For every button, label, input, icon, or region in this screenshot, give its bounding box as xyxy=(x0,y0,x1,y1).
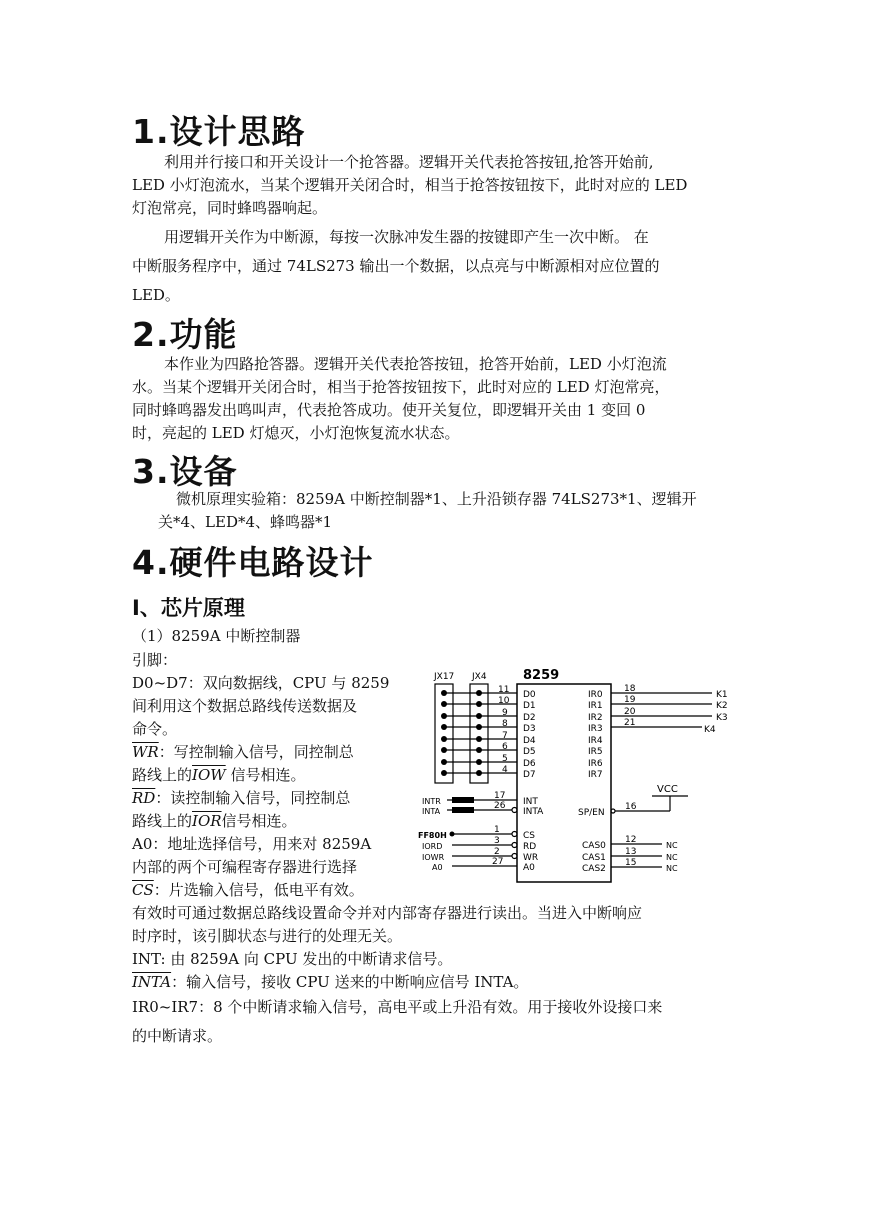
paragraph-line: 时，亮起的 LED 灯熄灭，小灯泡恢复流水状态。 xyxy=(132,424,460,442)
intr-label: INTR xyxy=(422,797,441,806)
cs-signal: $\overline{CS}$ xyxy=(132,881,154,899)
ir-num: 18 xyxy=(624,684,636,694)
section-title-hardware: 4.硬件电路设计 xyxy=(132,543,374,582)
pin-name: D0 xyxy=(523,690,536,700)
section-title-function: 2.功能 xyxy=(132,315,238,354)
pin-num: 10 xyxy=(498,696,510,706)
key-label: K2 xyxy=(716,701,728,711)
pin-desc-line: 内部的两个可编程寄存器进行选择 xyxy=(132,858,358,876)
pin-num: 2 xyxy=(494,847,500,857)
pin-num: 8 xyxy=(502,719,508,729)
pin-name: SP/EN xyxy=(578,808,605,818)
pin-desc-wr-cont xyxy=(132,766,305,784)
subsection-title: I、芯片原理 xyxy=(132,596,245,620)
pin-num: 27 xyxy=(492,857,504,867)
pin-num: 17 xyxy=(494,791,506,801)
paragraph-line: 本作业为四路抢答器。逻辑开关代表抢答按钮，抢答开始前，LED 小灯泡流 xyxy=(164,355,667,373)
pin-desc-line: IR0~IR7：8 个中断请求输入信号，高电平或上升沿有效。用于接收外设接口来 xyxy=(132,998,663,1016)
pin-name: A0 xyxy=(523,863,535,873)
ir-num: 21 xyxy=(624,718,636,728)
pin-desc-cs xyxy=(132,881,364,899)
pin-name: D4 xyxy=(523,736,536,746)
wr-signal: $\overline{WR}$ xyxy=(132,743,159,761)
pin-num: 9 xyxy=(502,708,508,718)
pin-num: 15 xyxy=(625,858,637,868)
ir-pin: IR4 xyxy=(588,736,603,746)
pin-desc-rd xyxy=(132,789,350,807)
section-title-equipment: 3.设备 xyxy=(132,452,238,491)
paragraph-line: LED 小灯泡流水，当某个逻辑开关闭合时，相当于抢答按钮按下，此时对应的 LED xyxy=(132,176,688,194)
pin-name: D5 xyxy=(523,747,536,757)
pin-num: 3 xyxy=(494,836,500,846)
section-title-design: 1.设计思路 xyxy=(132,112,306,151)
nc-label: NC xyxy=(666,841,678,850)
paragraph-line: 水。当某个逻辑开关闭合时，相当于抢答按钮按下，此时对应的 LED 灯泡常亮， xyxy=(132,378,670,396)
vcc-label: VCC xyxy=(657,784,678,795)
pin-desc-text: 信号相连。 xyxy=(221,812,297,830)
pin-desc-line: INT: 由 8259A 向 CPU 发出的中断请求信号。 xyxy=(132,950,453,968)
pin-desc-rd-cont xyxy=(132,812,297,830)
pin-desc-line: 的中断请求。 xyxy=(132,1027,223,1045)
pin-desc-line: D0~D7：双向数据线，CPU 与 8259 xyxy=(132,674,390,692)
pin-desc-text: 信号相连。 xyxy=(230,766,306,784)
ir-num: 20 xyxy=(624,707,636,717)
paragraph-line: 关*4、LED*4、蜂鸣器*1 xyxy=(158,513,333,531)
iord-label: IORD xyxy=(422,842,443,851)
key-label: K4 xyxy=(704,725,716,735)
pin-name: D1 xyxy=(523,701,536,711)
nc-label: NC xyxy=(666,864,678,873)
paragraph-line: 灯泡常亮，同时蜂鸣器响起。 xyxy=(132,199,328,217)
pin-num: 1 xyxy=(494,825,500,835)
ir-pin: IR6 xyxy=(588,759,603,769)
pin-desc-wr xyxy=(132,743,354,761)
paragraph-line: LED。 xyxy=(132,286,180,304)
pin-desc-text: 路线上的 xyxy=(132,766,193,784)
pin-name: D6 xyxy=(523,759,536,769)
paragraph-line: 用逻辑开关作为中断源，每按一次脉冲发生器的按键即产生一次中断。 在 xyxy=(164,228,649,246)
pin-num: 12 xyxy=(625,835,637,845)
pin-name: D7 xyxy=(523,770,536,780)
pin-desc-text: ：输入信号，接收 CPU 送来的中断响应信号 INTA。 xyxy=(171,973,529,991)
inta-label: INTA xyxy=(422,807,441,816)
pin-desc-line: 间利用这个数据总路线传送数据及 xyxy=(132,697,358,715)
ir-pin: IR1 xyxy=(588,701,603,711)
pin-name: CS xyxy=(523,831,535,841)
iowr-label: IOWR xyxy=(422,853,445,862)
ir-num: 19 xyxy=(624,695,636,705)
iow-signal: $\overline{IOW}$ xyxy=(192,766,226,784)
pin-name: RD xyxy=(523,842,537,852)
paragraph-line: 同时蜂鸣器发出鸣叫声，代表抢答成功。使开关复位，即逻辑开关由 1 变回 0 xyxy=(132,401,646,419)
pin-num: 16 xyxy=(625,802,637,812)
circuit-diagram xyxy=(412,664,742,886)
pin-num: 6 xyxy=(502,742,508,752)
pin-num: 7 xyxy=(502,731,508,741)
pin-name: CAS2 xyxy=(582,864,606,874)
pin-name: INT xyxy=(523,797,538,807)
paragraph-line: 利用并行接口和开关设计一个抢答器。逻辑开关代表抢答按钮,抢答开始前, xyxy=(164,153,654,171)
pin-name: CAS0 xyxy=(582,841,606,851)
pin-num: 13 xyxy=(625,847,637,857)
ir-pin: IR3 xyxy=(588,724,603,734)
pin-desc-text: ：读控制输入信号，同控制总 xyxy=(155,789,351,807)
pin-name: CAS1 xyxy=(582,853,606,863)
paragraph-line: 中断服务程序中，通过 74LS273 输出一个数据，以点亮与中断源相对应位置的 xyxy=(132,257,660,275)
jx4-label: JX4 xyxy=(472,672,487,682)
pin-desc-text: ：片选输入信号，低电平有效。 xyxy=(153,881,364,899)
ir-pin: IR0 xyxy=(588,690,603,700)
pin-num: 4 xyxy=(502,765,508,775)
a0-label: A0 xyxy=(432,863,443,872)
ir-pin: IR2 xyxy=(588,713,603,723)
pin-desc-text: 路线上的 xyxy=(132,812,193,830)
key-label: K3 xyxy=(716,713,728,723)
ff80h-label: FF80H xyxy=(418,831,447,840)
pin-num: 11 xyxy=(498,685,510,695)
pins-label: 引脚： xyxy=(132,651,178,669)
chip-name: 8259 xyxy=(523,668,560,683)
jx17-label: JX17 xyxy=(434,672,455,682)
rd-signal: $\overline{RD}$ xyxy=(132,789,156,807)
ir-pin: IR5 xyxy=(588,747,603,757)
inta-signal: INTA xyxy=(132,973,172,991)
pin-desc-line: 命令。 xyxy=(132,720,178,738)
ior-signal: $\overline{IOR}$ xyxy=(192,812,222,830)
pin-desc-inta xyxy=(132,973,528,991)
nc-label: NC xyxy=(666,853,678,862)
ir-pin: IR7 xyxy=(588,770,603,780)
pin-desc-line: A0：地址选择信号，用来对 8259A xyxy=(132,835,372,853)
pin-num: 5 xyxy=(502,754,508,764)
pin-desc-line: 时序时，该引脚状态与进行的处理无关。 xyxy=(132,927,403,945)
paragraph-line: 微机原理实验箱：8259A 中断控制器*1、上升沿锁存器 74LS273*1、逻辑开 xyxy=(176,490,697,508)
pin-name: WR xyxy=(523,853,539,863)
pin-name: INTA xyxy=(523,807,544,817)
pin-desc-text: ：写控制输入信号，同控制总 xyxy=(158,743,354,761)
pin-num: 26 xyxy=(494,801,506,811)
chip-title: （1）8259A 中断控制器 xyxy=(132,627,301,645)
pin-name: D3 xyxy=(523,724,536,734)
pin-desc-line: 有效时可通过数据总路线设置命令并对内部寄存器进行读出。当进入中断响应 xyxy=(132,904,643,922)
pin-name: D2 xyxy=(523,713,536,723)
key-label: K1 xyxy=(716,690,728,700)
